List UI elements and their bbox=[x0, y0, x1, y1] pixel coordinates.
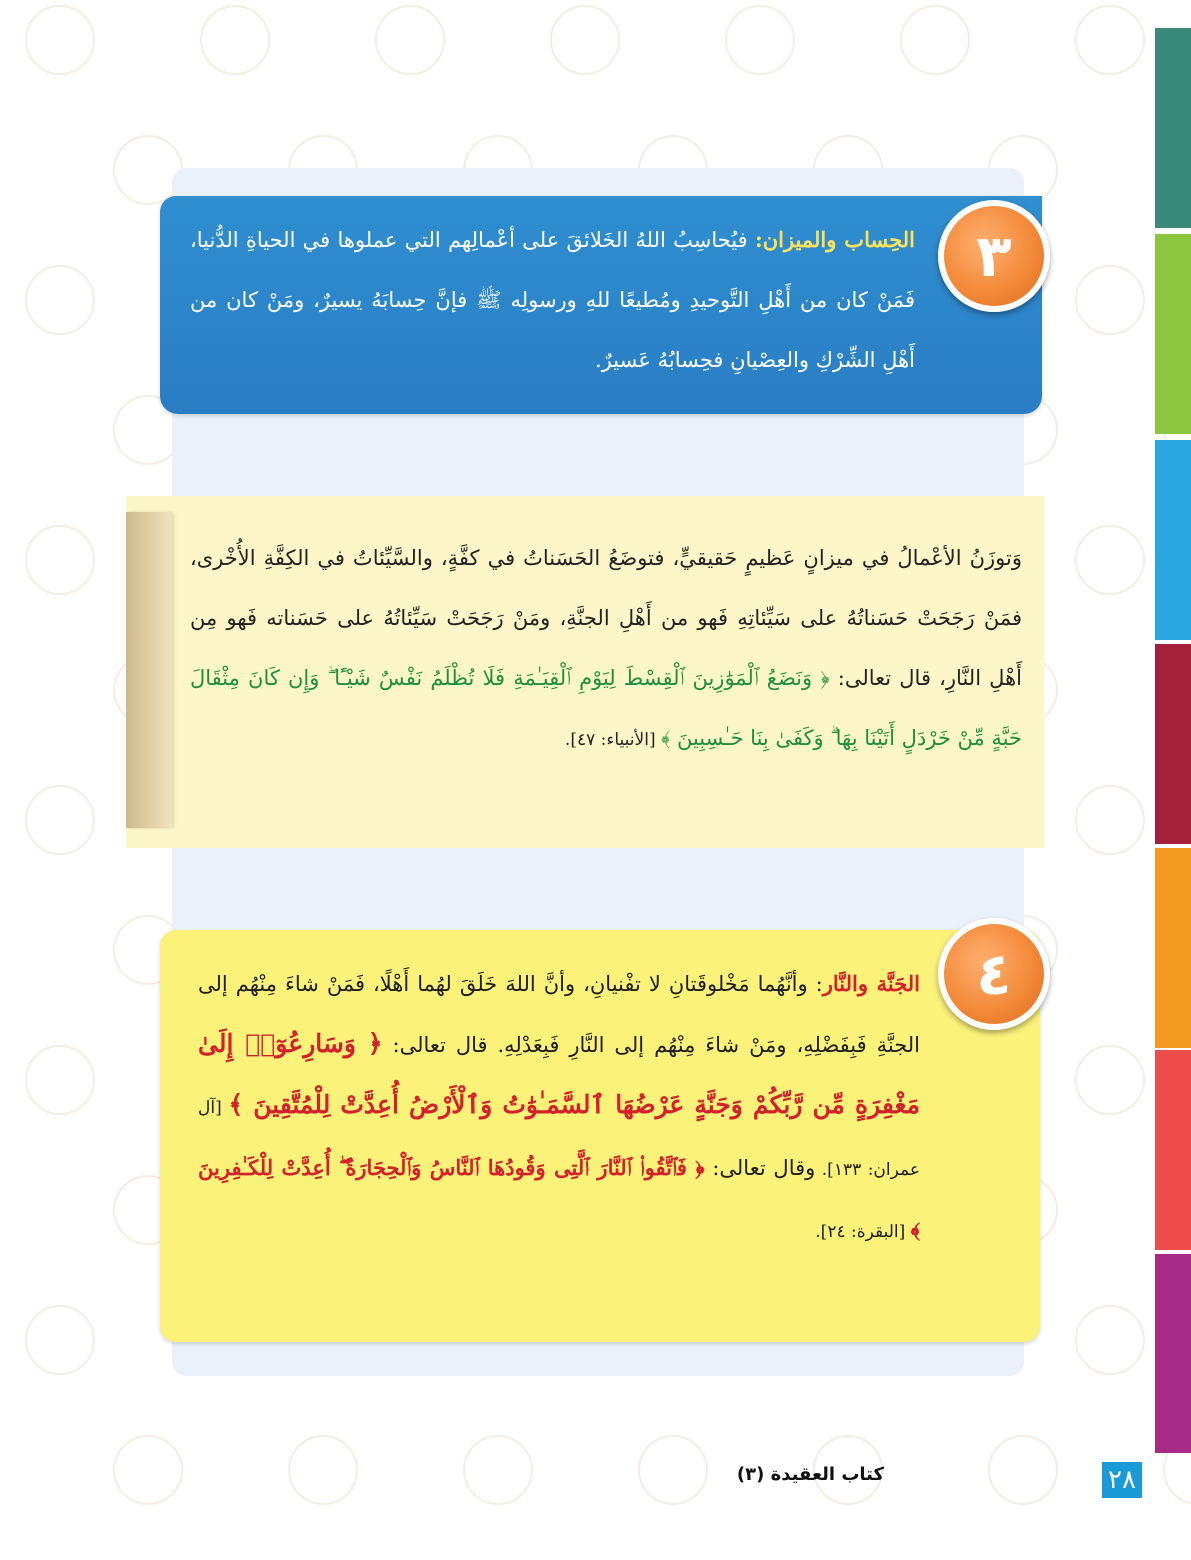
watermark-mark bbox=[114, 1436, 182, 1504]
watermark-mark bbox=[1076, 6, 1144, 74]
verse-reference-anbiya: [الأنبياء: ٤٧]. bbox=[564, 730, 661, 750]
watermark-mark bbox=[901, 6, 969, 74]
watermark-mark bbox=[551, 6, 619, 74]
section-3-line-1: فيُحاسِبُ اللهُ الخَلائقَ على أعْمالِهم التي عملوها في الحياةِ الدُّنيا، bbox=[190, 228, 755, 252]
watermark-mark bbox=[201, 6, 269, 74]
section-3-card bbox=[160, 196, 1042, 414]
chapter-tabs bbox=[1155, 28, 1191, 1453]
section-4-number-badge: ٤ bbox=[938, 918, 1050, 1030]
scale-note-intro: وَتوزَنُ الأعْمالُ في ميزانٍ عَظيمٍ حَقيقيٍّ، فتوضَعُ الحَسَناتُ في كفَّةٍ، والسَّيِّئاتُ في الكِفَّةِ الأُخْرى، فمَنْ رَجَحَتْ حَسَناتُهُ على سَيِّئاتِهِ فَهو من أَهْلِ الجنَّةِ، ومَنْ رَجَحَتْ سَيِّئاتُهُ على حَسَناته فَهو مِن أَهْلِ النَّارِ، قال تعالى: bbox=[190, 546, 1022, 690]
watermark-mark bbox=[1076, 526, 1144, 594]
watermark-mark bbox=[289, 1436, 357, 1504]
chapter-tab-blue[interactable] bbox=[1155, 440, 1191, 640]
note-fold bbox=[126, 512, 172, 828]
watermark-mark bbox=[989, 1436, 1057, 1504]
page-number: ٢٨ bbox=[1102, 1462, 1142, 1498]
chapter-tab-purple[interactable] bbox=[1155, 1254, 1191, 1453]
verse-reference-baqarah: [البقرة: ٢٤]. bbox=[815, 1222, 911, 1242]
verse-reference-al-imran: [آل عمران: ١٣٣]. bbox=[198, 1098, 920, 1180]
section-3-line-2: فَمَنْ كان من أَهْلِ التَّوحيدِ ومُطيعًا للهِ ورسولِه ﷺ فإنَّ حِسابَهُ يسيرٌ، bbox=[313, 288, 915, 312]
watermark-mark bbox=[464, 1436, 532, 1504]
watermark-mark bbox=[26, 6, 94, 74]
scale-note-text bbox=[190, 528, 1022, 770]
chapter-tab-teal[interactable] bbox=[1155, 28, 1191, 228]
watermark-mark bbox=[26, 1306, 94, 1374]
watermark-mark bbox=[26, 266, 94, 334]
watermark-mark bbox=[726, 6, 794, 74]
quran-verse-anbiya: ﴿ وَنَضَعُ ٱلْمَوَٰزِينَ ٱلْقِسْطَ لِيَوْمِ ٱلْقِيَـٰمَةِ فَلَا تُظْلَمُ نَفْسٌ شَيْـًٔا ۖ وَإِن كَانَ مِثْقَالَ حَبَّةٍ مِّنْ خَرْدَلٍ أَتَيْنَا بِهَا ۗ وَكَفَىٰ بِنَا حَـٰسِبِينَ ﴾ bbox=[190, 666, 1022, 750]
section-3-number-badge: ٣ bbox=[938, 200, 1050, 312]
scale-note-card bbox=[126, 496, 1044, 848]
chapter-tab-crimson[interactable] bbox=[1155, 644, 1191, 844]
chapter-tab-green[interactable] bbox=[1155, 234, 1191, 434]
watermark-mark bbox=[1076, 1306, 1144, 1374]
quran-verse-al-imran: ﴿ وَسَارِعُوٓا۟ إِلَىٰ مَغْفِرَةٍ مِّن رَّبِّكُمْ وَجَنَّةٍ عَرْضُهَا ٱلسَّمَـٰوَٰتُ وَٱلْأَرْضُ أُعِدَّتْ لِلْمُتَّقِينَ ﴾ bbox=[198, 1029, 920, 1119]
section-4-mid: وقال تعالى: bbox=[704, 1156, 816, 1180]
section-3-text bbox=[190, 210, 915, 390]
watermark-mark bbox=[26, 1046, 94, 1114]
watermark-mark bbox=[376, 6, 444, 74]
section-3-line-3: ومَنْ كان من أَهْلِ الشِّرْكِ والعِصْيانِ فحِسابُهُ عَسيرٌ. bbox=[190, 288, 915, 372]
watermark-mark bbox=[1076, 1046, 1144, 1114]
section-4-card bbox=[160, 930, 1040, 1342]
watermark-mark bbox=[26, 786, 94, 854]
section-4-term: الجَنَّة والنَّار bbox=[822, 971, 921, 996]
quran-verse-baqarah: ﴿ فَٱتَّقُوا۟ ٱلنَّارَ ٱلَّتِى وَقُودُهَا ٱلنَّاسُ وَٱلْحِجَارَةُ ۖ أُعِدَّتْ لِلْكَـٰفِرِينَ ﴾ bbox=[198, 1155, 920, 1242]
watermark-mark bbox=[1076, 266, 1144, 334]
watermark-mark bbox=[1076, 786, 1144, 854]
chapter-tab-orange[interactable] bbox=[1155, 848, 1191, 1048]
section-4-text bbox=[198, 954, 920, 1262]
section-3-term: الحِساب والميزان: bbox=[754, 227, 915, 252]
chapter-tab-red[interactable] bbox=[1155, 1050, 1191, 1250]
section-4-intro: : وأنَّهُما مَخْلوقَتانِ لا تفْنيانِ، وأنَّ اللهَ خَلَقَ لهُما أَهْلًا، فَمَنْ شاءَ مِنْهُم إلى الجنَّةِ فَبِفَضْلِهِ، ومَنْ شاءَ مِنْهُم إلى النَّارِ فَبِعَدْلِهِ. قال تعالى: bbox=[198, 972, 920, 1057]
book-title: كتاب العقيدة (٣) bbox=[736, 1464, 884, 1485]
watermark-mark bbox=[26, 526, 94, 594]
